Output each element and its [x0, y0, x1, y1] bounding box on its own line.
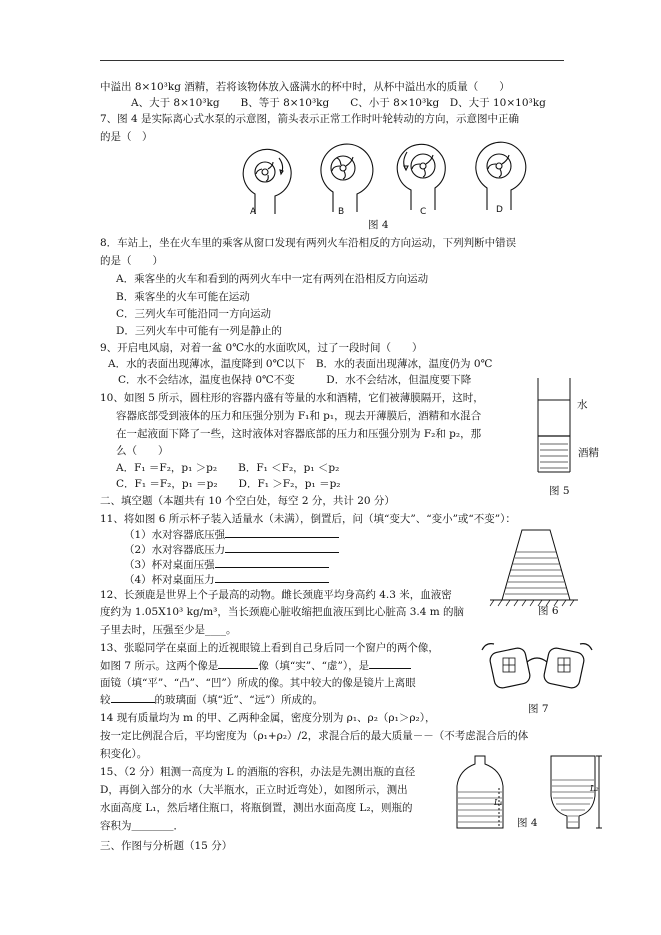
figure-6-cup — [486, 526, 580, 610]
q9-line1: 9、开启电风扇，对着一盆 0℃水的水面吹风，过了一段时间（ ） — [100, 342, 423, 354]
pump-label-c: C — [420, 207, 427, 217]
figure-5-cylinder — [518, 372, 588, 482]
q8-option-c: C．三列火车可能沿同一方向运动 — [116, 308, 272, 320]
q7-line1: 7、图 4 是实际离心式水泵的示意图，箭头表示正常工作时叶轮转动的方向，示意图中正确 — [100, 113, 520, 125]
q11-line1: 11、将如图 6 所示杯子装入适量水（未满），倒置后，问（填“变大”、“变小”或“不变”）： — [100, 513, 516, 525]
q13-line4: 较 的玻璃面（填“近”、“远”）所成的。 — [100, 694, 323, 706]
q10-line2: 容器底部受到液体的压力和压强分别为 F₁和 p₁，现去开薄膜后，酒精和水混合 — [116, 410, 482, 422]
q10-line1: 10、如图 5 所示，圆柱形的容器内盛有等量的水和酒精，它们被薄膜隔开，这时， — [100, 392, 484, 404]
q12-line2: 度约为 1.05X10³ kg/m³，当长颈鹿心脏收缩把血液压到比心脏高 3.4 m 的脑 — [100, 606, 465, 618]
q9-options-ab: A．水的表面出现薄冰，温度降到 0℃以下 B．水的表面出现薄冰，温度仍为 0℃ — [108, 358, 493, 370]
q11-blank-4[interactable] — [215, 582, 329, 583]
q10-options-ab: A．F₁ ＝F₂，p₁ ＞p₂ B．F₁ ＜F₂，p₁ ＜p₂ — [116, 462, 340, 474]
fig7-caption: 图 7 — [528, 703, 549, 715]
q14-line2: 按一定比例混合后，平均密度为（ρ₁+ρ₂）/2，求混合后的最大质量－－（不考虑混合后的体 — [100, 730, 529, 742]
q11-blank-1[interactable] — [225, 537, 339, 538]
fig4-l1-label: L₁ — [494, 798, 503, 807]
q11-blank-3[interactable] — [215, 567, 329, 568]
q8-option-d: D．三列火车中可能有一列是静止的 — [116, 325, 282, 337]
q10-line4: 么（ ） — [116, 445, 169, 457]
fig4-l2-label: L₂ — [590, 784, 599, 793]
q11-item-3: （3）杯对桌面压强 — [124, 558, 329, 572]
pump-figure — [235, 138, 535, 220]
q8-line2: 的是（ ） — [100, 255, 163, 267]
figure-7-glasses — [478, 640, 596, 700]
q11-blank-2[interactable] — [225, 552, 339, 553]
q13-line3: 面镜（填“平”、“凸”、“凹”）所成的像。其中较大的像是镜片上离眼 — [100, 677, 416, 689]
q15-line3: 水面高度 L₁，然后堵住瓶口，将瓶倒置，测出水面高度 L₂，则瓶的 — [100, 802, 413, 814]
pump-label-b: B — [338, 207, 345, 217]
q14-line3: 积变化）。 — [100, 748, 148, 760]
fig6-caption: 图 6 — [538, 605, 559, 617]
q13-blank-1[interactable] — [218, 668, 258, 669]
q8-option-a: A．乘客坐的火车和看到的两列火车中一定有两列在沿相反方向运动 — [116, 273, 429, 285]
section3-heading: 三、作图与分析题（15 分） — [100, 840, 233, 852]
q14-line1: 14 现有质量均为 m 的甲、乙两种金属，密度分别为 ρ₁、ρ₂（ρ₁＞ρ₂）， — [100, 712, 436, 724]
q12-line3: 子里去时，压强至少是____。 — [100, 624, 237, 636]
q11-item-4: （4）杯对桌面压力 — [124, 573, 329, 587]
q13-blank-3[interactable] — [111, 702, 155, 703]
q15-line4: 容积为＿＿＿＿． — [100, 820, 184, 832]
q7-caption: 图 4 — [368, 219, 389, 231]
q7-line2: 的是（ ） — [100, 131, 153, 143]
q10-line3: 在一起液面下降了一些，这时液体对容器底部的压力和压强分别为 F₂和 p₂，那 — [116, 428, 482, 440]
q13-line2: 如图 7 所示。这两个像是 像（填“实”、“虚”），是 — [100, 659, 411, 673]
q11-item-2: （2）水对容器底压力 — [124, 543, 339, 557]
header-rule — [100, 60, 564, 61]
q9-options-cd: C．水不会结冰，温度也保持 0℃不变 D．水不会结冰，但温度要下降 — [118, 374, 472, 386]
q6-line1: 中溢出 8×10³kg 酒精，若将该物体放入盛满水的杯中时，从杯中溢出水的质量（ ） — [100, 81, 510, 93]
q12-line1: 12、长颈鹿是世界上个子最高的动物。雌长颈鹿平均身高约 4.3 米，血液密 — [100, 589, 452, 601]
pump-d — [476, 142, 526, 210]
pump-b — [321, 144, 373, 212]
fig4-caption: 图 4 — [517, 817, 538, 829]
fig5-caption: 图 5 — [549, 485, 570, 497]
q6-options: A、大于 8×10³kg B、等于 8×10³kg C、小于 8×10³kg D、大于 10×10³kg — [131, 97, 546, 109]
q10-options-cd: C．F₁ ＝F₂，p₁ ＝p₂ D．F₁ ＞F₂，p₁ ＝p₂ — [116, 478, 341, 490]
pump-label-d: D — [496, 205, 503, 215]
q11-item-1: （1）水对容器底压强 — [124, 528, 339, 542]
fig5-water-label: 水 — [577, 399, 588, 411]
section2-heading: 二、填空题（本题共有 10 个空白处，每空 2 分，共计 20 分） — [100, 495, 395, 507]
q8-option-b: B．乘客坐的火车可能在运动 — [116, 291, 250, 303]
q8-line1: 8．车站上，坐在火车里的乘客从窗口发现有两列火车沿相反的方向运动，下列判断中错误 — [100, 237, 517, 249]
pump-label-a: A — [250, 207, 257, 217]
fig5-alcohol-label: 酒精 — [578, 447, 599, 459]
q15-line1: 15、（2 分）粗测一高度为 L 的酒瓶的容积，办法是先测出瓶的直径 — [100, 766, 416, 778]
q13-blank-2[interactable] — [369, 668, 411, 669]
pump-c — [397, 144, 445, 210]
q15-line2: D，再倒入部分的水（大半瓶水，正立时近弯处），如图所示，测出 — [100, 784, 408, 796]
q13-line1: 13、张聪同学在桌面上的近视眼镜上看到自己身后同一个窗户的两个像， — [100, 642, 439, 654]
